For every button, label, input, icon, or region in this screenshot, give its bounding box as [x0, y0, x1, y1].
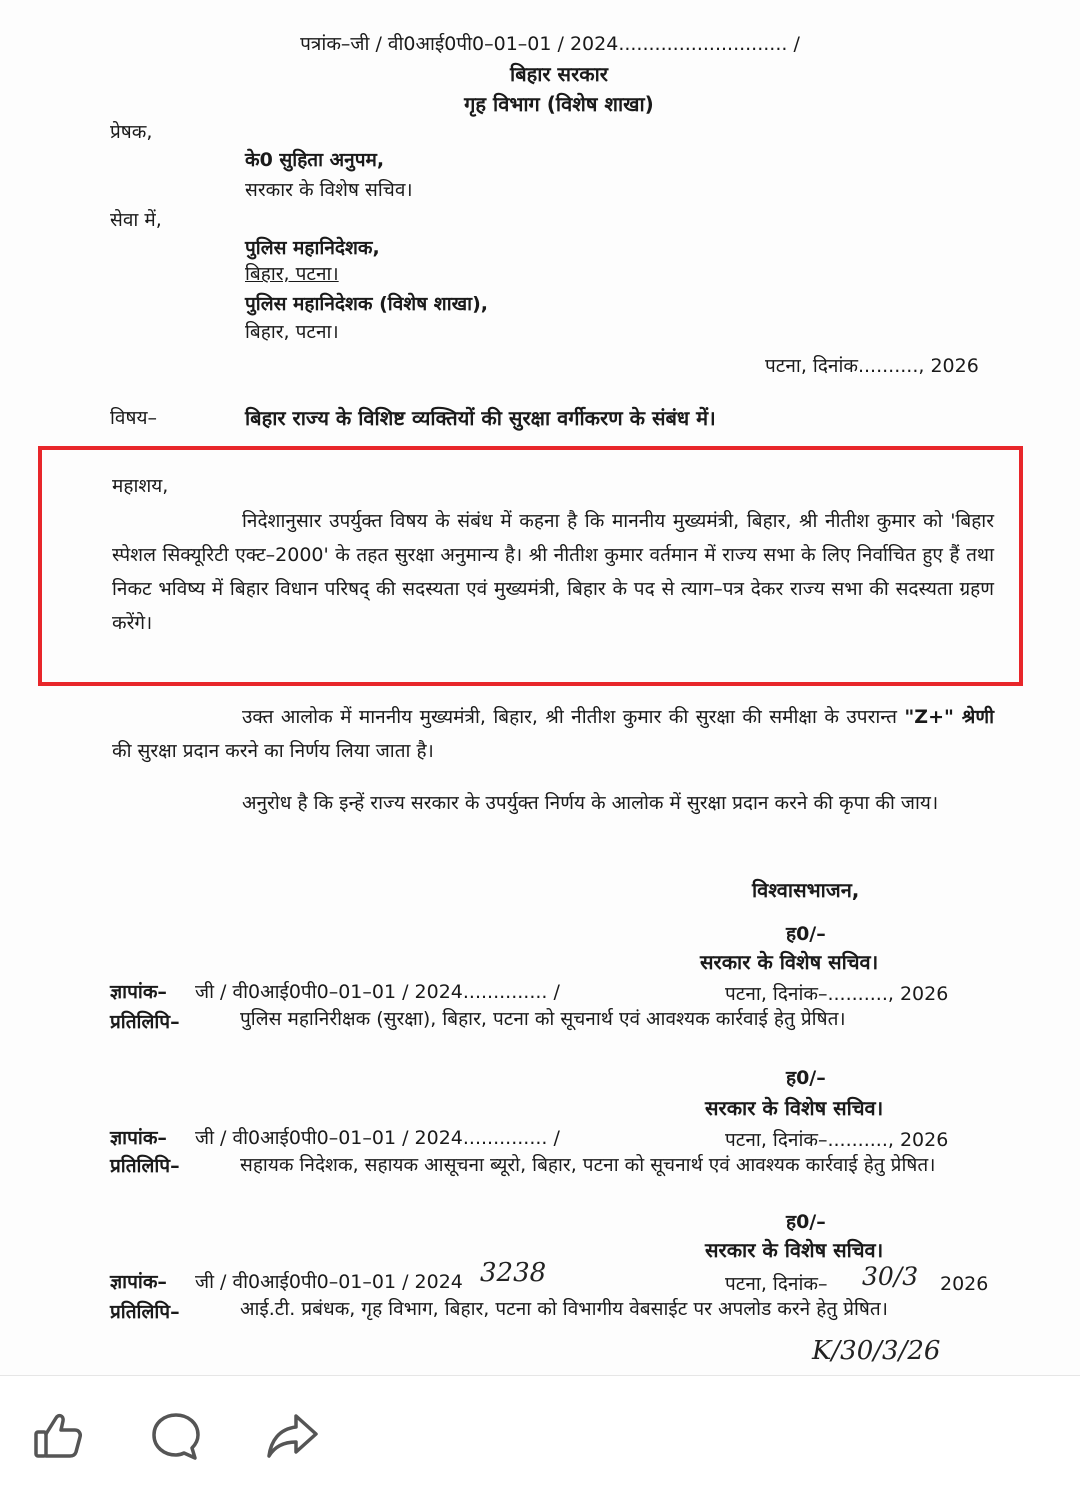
handwritten-initials: K/30/3/26	[812, 1336, 941, 1366]
memo-2-label: ज्ञापांक–	[110, 1127, 167, 1149]
recipient-2-place: बिहार, पटना।	[245, 321, 339, 343]
letter-date: पटना, दिनांक.........., 2026	[765, 355, 979, 377]
closing: विश्वासभाजन,	[752, 878, 860, 902]
department-name: गृह विभाग (विशेष शाखा)	[464, 92, 654, 116]
signer-2: सरकार के विशेष सचिव।	[705, 1096, 884, 1120]
memo-1-date: पटना, दिनांक–.........., 2026	[725, 983, 949, 1005]
government-name: बिहार सरकार	[510, 62, 608, 86]
signer-3: सरकार के विशेष सचिव।	[705, 1238, 884, 1262]
copy-2-label: प्रतिलिपि–	[110, 1155, 180, 1177]
recipient-1-place: बिहार, पटना।	[245, 263, 339, 285]
memo-3-label: ज्ञापांक–	[110, 1271, 167, 1293]
memo-3-ref: जी / वी0आई0पी0–01–01 / 2024	[195, 1271, 463, 1293]
signer-1: सरकार के विशेष सचिव।	[700, 950, 879, 974]
handwritten-number: 3238	[480, 1258, 547, 1288]
comment-bubble-icon[interactable]	[148, 1408, 204, 1464]
signature-2: ह0/–	[786, 1067, 826, 1089]
memo-1-label: ज्ञापांक–	[110, 981, 167, 1003]
copy-3-label: प्रतिलिपि–	[110, 1301, 180, 1323]
copy-3-text: आई.टी. प्रबंधक, गृह विभाग, बिहार, पटना को विभागीय वेबसाईट पर अपलोड करने हेतु प्रेषित।	[240, 1298, 888, 1320]
copy-1-label: प्रतिलिपि–	[110, 1011, 180, 1033]
memo-3-year: 2026	[940, 1273, 989, 1295]
paragraph-3: अनुरोध है कि इन्हें राज्य सरकार के उपर्युक्त निर्णय के आलोक में सुरक्षा प्रदान करने की कृपा की जाय।	[242, 792, 939, 814]
handwritten-date: 30/3	[862, 1262, 919, 1291]
sender-name: के0 सुहिता अनुपम,	[245, 149, 385, 171]
memo-2-date: पटना, दिनांक–.........., 2026	[725, 1129, 949, 1151]
signature-3: ह0/–	[786, 1211, 826, 1233]
memo-3-date-prefix: पटना, दिनांक–	[725, 1273, 828, 1295]
recipient-1-title: पुलिस महानिदेशक,	[245, 237, 380, 259]
copy-2-text: सहायक निदेशक, सहायक आसूचना ब्यूरो, बिहार, पटना को सूचनार्थ एवं आवश्यक कार्रवाई हेतु प्रेषित।	[240, 1154, 936, 1176]
recipient-label: सेवा में,	[110, 209, 162, 231]
copy-1-text: पुलिस महानिरीक्षक (सुरक्षा), बिहार, पटना को सूचनार्थ एवं आवश्यक कार्रवाई हेतु प्रेषित।	[240, 1008, 846, 1030]
sender-label: प्रेषक,	[110, 121, 153, 143]
reference-number: पत्रांक–जी / वी0आई0पी0–01–01 / 2024............................ /	[300, 33, 800, 55]
thumbs-up-icon[interactable]	[30, 1408, 86, 1464]
sender-title: सरकार के विशेष सचिव।	[245, 179, 413, 201]
memo-2-ref: जी / वी0आई0पी0–01–01 / 2024.............. /	[195, 1127, 560, 1149]
recipient-2-title: पुलिस महानिदेशक (विशेष शाखा),	[245, 293, 488, 315]
signature-1: ह0/–	[786, 923, 826, 945]
memo-1-ref: जी / वी0आई0पी0–01–01 / 2024.............. /	[195, 981, 560, 1003]
paragraph-1: निदेशानुसार उपर्युक्त विषय के संबंध में कहना है कि माननीय मुख्यमंत्री, बिहार, श्री नीतीश कुमार को 'बिहार स्पेशल सिक्यूरिटी एक्ट–2000' के तहत सुरक्षा अनुमान्य है। श्री नीतीश कुमार वर्तमान में राज्य सभा के लिए निर्वाचित हुए हैं तथा निकट भविष्य में बिहार विधान परिषद् की सदस्यता एवं मुख्यमंत्री, बिहार के पद से त्याग–पत्र देकर राज्य सभा की सदस्यता ग्रहण करेंगे।	[112, 510, 994, 634]
paragraph-2: उक्त आलोक में माननीय मुख्यमंत्री, बिहार, श्री नीतीश कुमार की सुरक्षा की समीक्षा के उपरान्त "Z+" श्रेणी की सुरक्षा प्रदान करने का निर्णय लिया जाता है।	[112, 706, 994, 762]
salutation: महाशय,	[112, 475, 169, 497]
share-arrow-icon[interactable]	[264, 1408, 320, 1464]
subject-label: विषय–	[110, 407, 157, 429]
subject-text: बिहार राज्य के विशिष्ट व्यक्तियों की सुरक्षा वर्गीकरण के संबंध में।	[245, 406, 716, 430]
